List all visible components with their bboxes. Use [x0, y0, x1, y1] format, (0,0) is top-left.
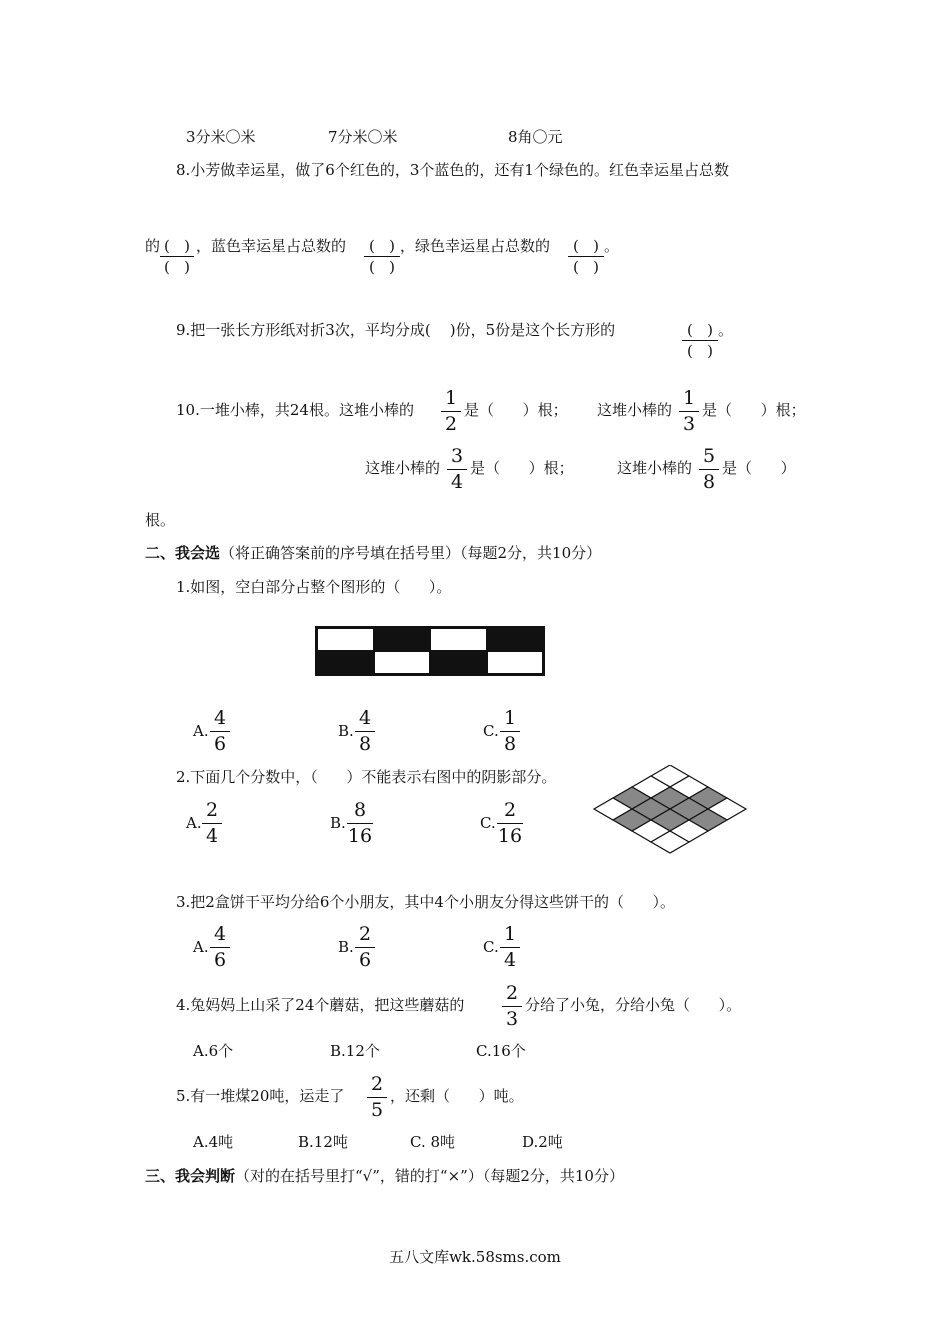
- s2q1-option-c-label: C.: [483, 722, 499, 740]
- q10-text-9: 根。: [145, 511, 176, 529]
- s2q2-option-b-label: B.: [330, 814, 346, 832]
- section3-title: 三、我会判断: [145, 1167, 236, 1185]
- section2-heading: [145, 543, 601, 563]
- s2q1-checker-figure: [315, 626, 545, 676]
- unit-compare-3: 8角〇元: [508, 128, 563, 146]
- s2q5-option-c: C. 8吨: [410, 1133, 456, 1151]
- s2q1-text: 1.如图，空白部分占整个图形的（ ）。: [176, 578, 452, 596]
- s2q3-option-b-label: B.: [338, 938, 354, 956]
- q10-text-4: 是（ ）根；: [702, 401, 806, 419]
- footer-source: 五八文库wk.58sms.com: [389, 1248, 561, 1266]
- s2q2-diamond-figure: [585, 765, 755, 865]
- s2q2-option-a-fraction: 2 4: [201, 800, 223, 847]
- s2q5-fraction: 2 5: [366, 1074, 388, 1121]
- grid-cell-black: [487, 628, 544, 651]
- s2q1-option-c-fraction: 1 8: [499, 708, 521, 755]
- s2q5-option-d: D.2吨: [522, 1133, 563, 1151]
- grid-cell-white: [374, 651, 431, 674]
- q8-text-p3: ，绿色幸运星占总数的: [400, 237, 551, 255]
- q10-fraction-2: 1 3: [678, 388, 700, 435]
- q10-text-7: 这堆小棒的: [617, 459, 693, 477]
- s2q1-option-a-fraction: 4 6: [209, 708, 231, 755]
- q10-fraction-3: 3 4: [446, 446, 468, 493]
- section3-note: （对的在括号里打“√”，错的打“×”）（每题2分，共10分）: [235, 1167, 624, 1185]
- grid-cell-white: [430, 628, 487, 651]
- q10-fraction-1: 1 2: [440, 388, 462, 435]
- s2q4-option-b: B.12个: [330, 1042, 380, 1060]
- q8-fraction-blank-blue: ( ) ( ): [364, 236, 400, 277]
- q8-line1: 8.小芳做幸运星，做了6个红色的，3个蓝色的，还有1个绿色的。红色幸运星占总数: [176, 161, 729, 179]
- q10-text-6: 是（ ）根；: [470, 459, 574, 477]
- q8-fraction-blank-red: ( ) ( ): [160, 236, 194, 277]
- grid-cell-black: [317, 651, 374, 674]
- q9-end: 。: [718, 321, 734, 339]
- unit-compare-1: 3分米〇米: [186, 128, 256, 146]
- s2q3-option-a-fraction: 4 6: [209, 924, 231, 971]
- q9-fraction-blank: ( ) ( ): [682, 320, 718, 361]
- s2q4-text-2: 分给了小兔，分给小兔（ ）。: [525, 996, 742, 1014]
- section2-title: 二、我会选: [145, 544, 221, 562]
- s2q3-option-c-fraction: 1 4: [499, 924, 521, 971]
- s2q5-option-b: B.12吨: [298, 1133, 348, 1151]
- grid-cell-black: [430, 651, 487, 674]
- s2q1-option-a-label: A.: [193, 722, 209, 740]
- q10-fraction-4: 5 8: [698, 446, 720, 493]
- grid-cell-white: [487, 651, 544, 674]
- q9-text: 9.把一张长方形纸对折3次，平均分成( )份，5份是这个长方形的: [176, 321, 616, 339]
- grid-cell-black: [374, 628, 431, 651]
- s2q1-option-b-fraction: 4 8: [354, 708, 376, 755]
- s2q3-option-a-label: A.: [193, 938, 209, 956]
- s2q5-text-2: ，还剩（ ）吨。: [390, 1087, 524, 1105]
- s2q4-text-1: 4.兔妈妈上山采了24个蘑菇，把这些蘑菇的: [176, 996, 465, 1014]
- s2q2-option-a-label: A.: [186, 814, 202, 832]
- s2q4-option-c: C.16个: [476, 1042, 526, 1060]
- s2q2-text: 2.下面几个分数中，（ ）不能表示右图中的阴影部分。: [176, 768, 557, 786]
- s2q4-fraction: 2 3: [501, 983, 523, 1030]
- s2q3-option-c-label: C.: [483, 938, 499, 956]
- s2q3-option-b-fraction: 2 6: [354, 924, 376, 971]
- q10-text-2: 是（ ）根；: [464, 401, 568, 419]
- grid-cell-white: [317, 628, 374, 651]
- s2q4-option-a: A.6个: [193, 1042, 234, 1060]
- q8-text-p1: 的: [145, 237, 161, 255]
- q10-text-3: 这堆小棒的: [597, 401, 673, 419]
- q10-text-5: 这堆小棒的: [365, 459, 441, 477]
- s2q5-option-a: A.4吨: [193, 1133, 234, 1151]
- s2q3-text: 3.把2盒饼干平均分给6个小朋友，其中4个小朋友分得这些饼干的（ ）。: [176, 893, 676, 911]
- unit-compare-2: 7分米〇米: [328, 128, 398, 146]
- s2q5-text-1: 5.有一堆煤20吨，运走了: [176, 1087, 345, 1105]
- section2-note: （将正确答案前的序号填在括号里）（每题2分，共10分）: [220, 544, 602, 562]
- s2q1-option-b-label: B.: [338, 722, 354, 740]
- q8-fraction-blank-green: ( ) ( ): [568, 236, 604, 277]
- section3-heading: [145, 1166, 624, 1186]
- s2q2-option-c-fraction: 2 16: [497, 799, 523, 847]
- q10-text-8: 是（ ）: [722, 459, 796, 477]
- q8-text-p4: 。: [604, 237, 620, 255]
- q10-text-1: 10.一堆小棒，共24根。这堆小棒的: [176, 401, 414, 419]
- q8-text-p2: ，蓝色幸运星占总数的: [196, 237, 347, 255]
- s2q2-option-b-fraction: 8 16: [347, 799, 373, 847]
- s2q2-option-c-label: C.: [480, 814, 496, 832]
